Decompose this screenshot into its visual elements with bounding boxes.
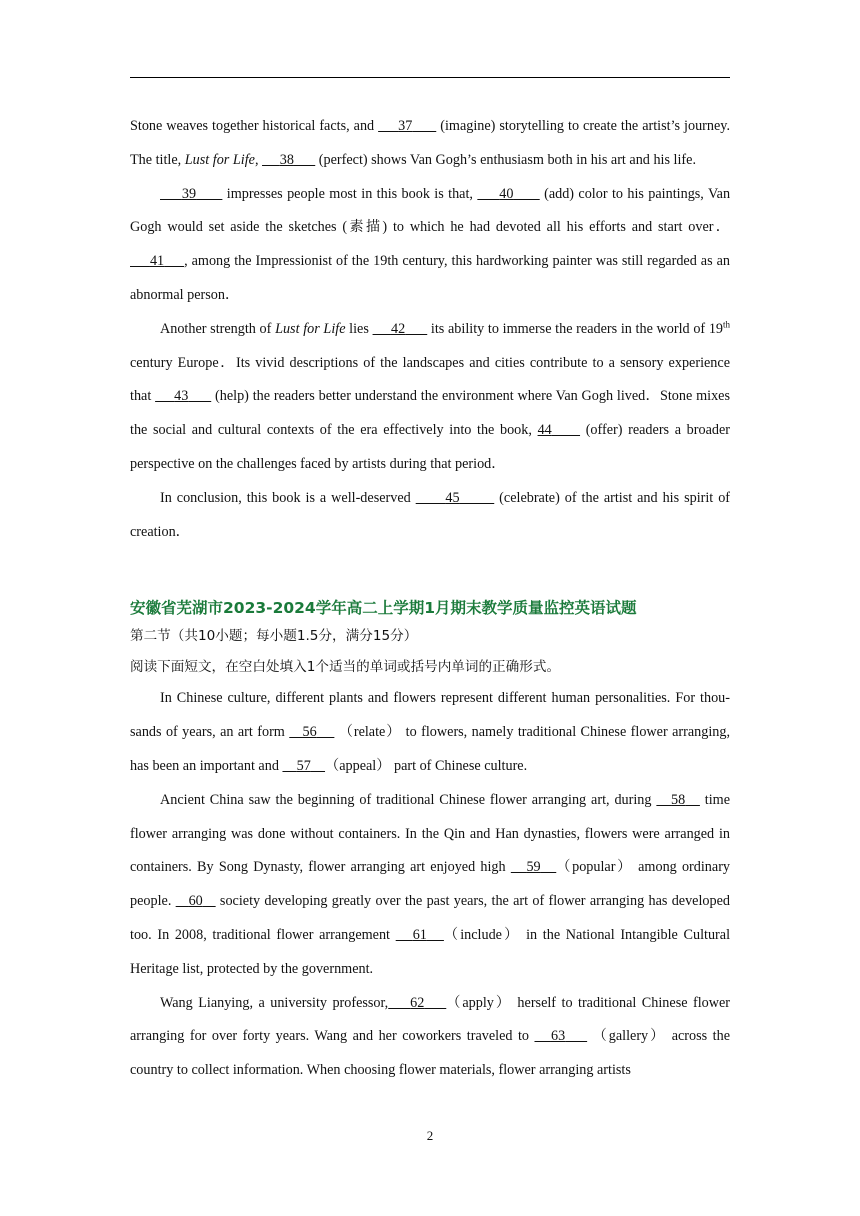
passage1-paragraph-3: Another strength of Lust for Life lies 42 its ability to immerse the readers in the world of 19th century Europe．Its vivid descriptions of the landscapes and cities contribute to a sensory experience that 43 (help) the readers better understand the environment where Van Gogh lived．Stone mixes the social and cultural contexts of the era effectively into the book, 44 (offer) readers a broader perspective on the challenges faced by artists during that period． <box>130 319 731 472</box>
blank-44[interactable]: 44 <box>537 422 552 439</box>
blank-57[interactable]: 57 <box>296 757 311 774</box>
blank-58[interactable]: 58 <box>671 791 686 808</box>
blank-59[interactable]: 59 <box>526 859 541 876</box>
book-title: Lust for Life <box>184 151 255 168</box>
page-content <box>130 110 730 1088</box>
header-rule <box>130 77 730 78</box>
blank-56[interactable]: 56 <box>302 724 317 741</box>
passage2-paragraph-3: Wang Lianying, a university professor, 62 （apply） herself to traditional Chinese flower arranging for over forty years. Wang and her coworkers traveled to 63 （gallery） across the country to collect information. When choosing flower materials, flower arranging artists <box>130 994 731 1079</box>
book-title: Lust for Life <box>275 320 346 337</box>
blank-37[interactable]: 37 <box>398 118 413 134</box>
blank-45[interactable]: 45 <box>445 489 460 506</box>
section-instruction: 阅读下面短文，在空白处填入1个适当的单词或括号内单词的正确形式。 <box>130 658 561 675</box>
blank-39[interactable]: 39 <box>181 185 197 202</box>
blank-42[interactable]: 42 <box>390 320 406 337</box>
blank-38[interactable]: 38 <box>279 151 294 168</box>
blank-43[interactable]: 43 <box>174 388 189 405</box>
section-title: 安徽省芜湖市2023-2024学年高二上学期1月期末教学质量监控英语试题 <box>130 599 637 618</box>
blank-63[interactable]: 63 <box>550 1028 566 1045</box>
page-number: 2 <box>426 1128 434 1143</box>
passage2-paragraph-2: Ancient China saw the beginning of traditional Chinese flower arranging art, during 58 time flower arranging was done without containers. In the Qin and Han dynasties, flowers were arranged in containers. By Song Dynasty, flower arranging art enjoyed high 59 （popular） among ordinary people. 60 society developing greatly over the past years, the art of flower arranging has developed too. In 2008, traditional flower arrangement 61 （include） in the National Intangible Cultural Heritage list, protected by the government. <box>130 791 731 977</box>
section-subtitle: 第二节（共10小题；每小题1.5分，满分15分） <box>130 628 418 645</box>
blank-62[interactable]: 62 <box>410 994 425 1011</box>
blank-60[interactable]: 60 <box>188 893 203 910</box>
passage1-paragraph-1: Stone weaves together historical facts, and 37 (imagine) storytelling to create the artist’s journey. The title, Lust for Life, 38 (perfect) shows Van Gogh’s enthusiasm both in his art and his life. <box>130 118 730 168</box>
passage1-paragraph-2: 39 impresses people most in this book is that, 40 (add) color to his paintings, Van Gogh would set aside the sketches (素描) to which he had devoted all his efforts and start over． 41 , among the Impressionist of the 19th century, this hardworking painter was still regarded as an abnormal person． <box>130 185 731 303</box>
blank-40[interactable]: 40 <box>499 185 514 202</box>
blank-61[interactable]: 61 <box>412 926 427 943</box>
passage1-paragraph-4: In conclusion, this book is a well-deserved 45 (celebrate) of the artist and his spirit of creation． <box>130 489 731 540</box>
blank-41[interactable]: 41 <box>149 253 165 270</box>
passage2-paragraph-1: In Chinese culture, different plants and flowers represent different human personalities. For thou-sands of years, an art form 56 （relate） to flowers, namely traditional Chinese flower arranging, has been an important and 57 （appeal） part of Chinese culture. <box>130 690 731 774</box>
